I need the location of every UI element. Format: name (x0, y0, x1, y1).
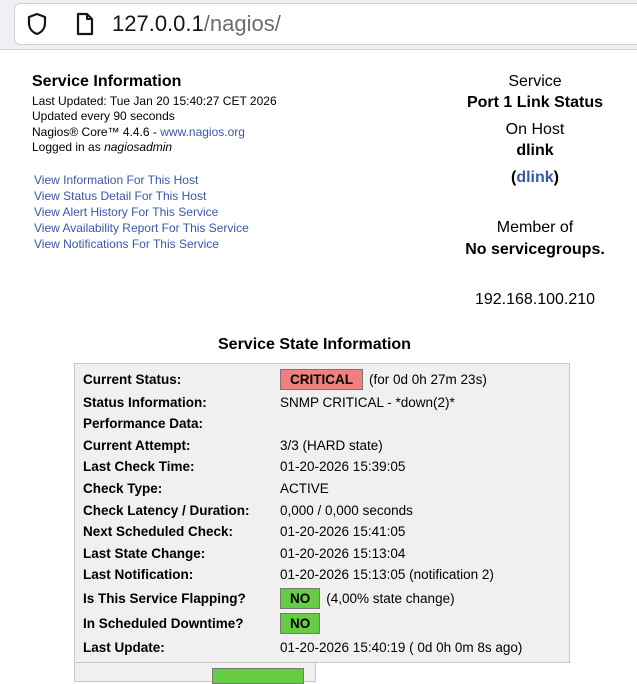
host-link-row (440, 168, 630, 188)
service-state-title: Service State Information (218, 336, 411, 353)
last-updated: Last Updated: Tue Jan 20 15:40:27 CET 2026 (32, 94, 277, 108)
shield-icon[interactable] (26, 12, 48, 36)
flapping-badge: NO (280, 588, 320, 609)
status-info-value: SNMP CRITICAL - *down(2)* (280, 395, 455, 410)
last-check-value: 01-20-2026 15:39:05 (280, 459, 406, 474)
host-link-open: ( (511, 169, 517, 186)
url-path: /nagios/ (203, 11, 281, 36)
update-interval: Updated every 90 seconds (32, 109, 175, 123)
status-info-label: Status Information: (83, 395, 207, 410)
core-version (32, 125, 245, 140)
address-bar[interactable] (14, 3, 637, 45)
current-attempt-label: Current Attempt: (83, 438, 191, 453)
flapping-note: (4,00% state change) (326, 591, 455, 606)
info-title: Service Information (32, 73, 182, 90)
last-update-value: 01-20-2026 15:40:19 ( 0d 0h 0m 8s ago) (280, 640, 523, 655)
next-check-label: Next Scheduled Check: (83, 524, 234, 539)
row-downtime (83, 613, 573, 634)
member-value: No servicegroups. (465, 241, 605, 258)
nagios-link[interactable]: www.nagios.org (160, 125, 245, 139)
host-link-close: ) (553, 169, 559, 186)
row-last-notification (83, 564, 573, 585)
perf-data-label: Performance Data: (83, 416, 204, 431)
core-version-text: Nagios® Core™ 4.4.6 - (32, 125, 161, 139)
last-update-label: Last Update: (83, 640, 165, 655)
member-label: Member of (496, 219, 574, 236)
flapping-value (280, 588, 455, 609)
row-last-state-change (83, 543, 573, 564)
row-current-attempt (83, 435, 573, 456)
link-alert-history[interactable]: View Alert History For This Service (34, 205, 219, 219)
last-notification-value: 01-20-2026 15:13:05 (notification 2) (280, 567, 494, 582)
last-check-label: Last Check Time: (83, 459, 195, 474)
enabled-badge-partial (212, 668, 304, 684)
downtime-label: In Scheduled Downtime? (83, 616, 244, 631)
browser-toolbar (0, 0, 637, 50)
logged-in-text: Logged in as (32, 140, 105, 154)
current-attempt-value: 3/3 (HARD state) (280, 438, 383, 453)
service-name: Port 1 Link Status (466, 94, 604, 111)
next-check-value: 01-20-2026 15:41:05 (280, 524, 406, 539)
row-perf-data (83, 413, 573, 434)
check-type-value: ACTIVE (280, 481, 329, 496)
service-label: Service (508, 73, 562, 90)
check-type-label: Check Type: (83, 481, 163, 496)
status-badge-critical: CRITICAL (280, 369, 363, 390)
flapping-label: Is This Service Flapping? (83, 591, 246, 606)
latency-value: 0,000 / 0,000 seconds (280, 503, 413, 518)
link-notifications[interactable]: View Notifications For This Service (34, 237, 219, 251)
page-icon[interactable] (76, 12, 94, 36)
host-name: dlink (516, 142, 554, 159)
status-duration: (for 0d 0h 27m 23s) (369, 372, 487, 387)
url-host: 127.0.0.1 (112, 11, 204, 36)
link-host-status[interactable]: View Status Detail For This Host (34, 189, 207, 203)
row-status-info (83, 392, 573, 413)
row-last-update (83, 637, 573, 658)
url-text[interactable] (112, 10, 281, 38)
downtime-value (280, 613, 320, 634)
logged-in-user: nagiosadmin (104, 140, 173, 154)
on-host-label: On Host (505, 121, 565, 138)
link-host-info[interactable]: View Information For This Host (34, 173, 199, 187)
row-last-check (83, 456, 573, 477)
last-state-change-label: Last State Change: (83, 546, 206, 561)
row-flapping (83, 588, 573, 609)
last-notification-label: Last Notification: (83, 567, 194, 582)
row-latency (83, 500, 573, 521)
row-next-check (83, 521, 573, 542)
current-status-label: Current Status: (83, 372, 182, 387)
host-address: 192.168.100.210 (474, 291, 596, 308)
logged-in (32, 140, 172, 155)
link-availability[interactable]: View Availability Report For This Service (34, 221, 249, 235)
last-state-change-value: 01-20-2026 15:13:04 (280, 546, 406, 561)
host-link[interactable]: dlink (516, 169, 554, 186)
row-current-status (83, 369, 573, 390)
latency-label: Check Latency / Duration: (83, 503, 250, 518)
row-check-type (83, 478, 573, 499)
downtime-badge: NO (280, 613, 320, 634)
current-status-value (280, 369, 487, 390)
